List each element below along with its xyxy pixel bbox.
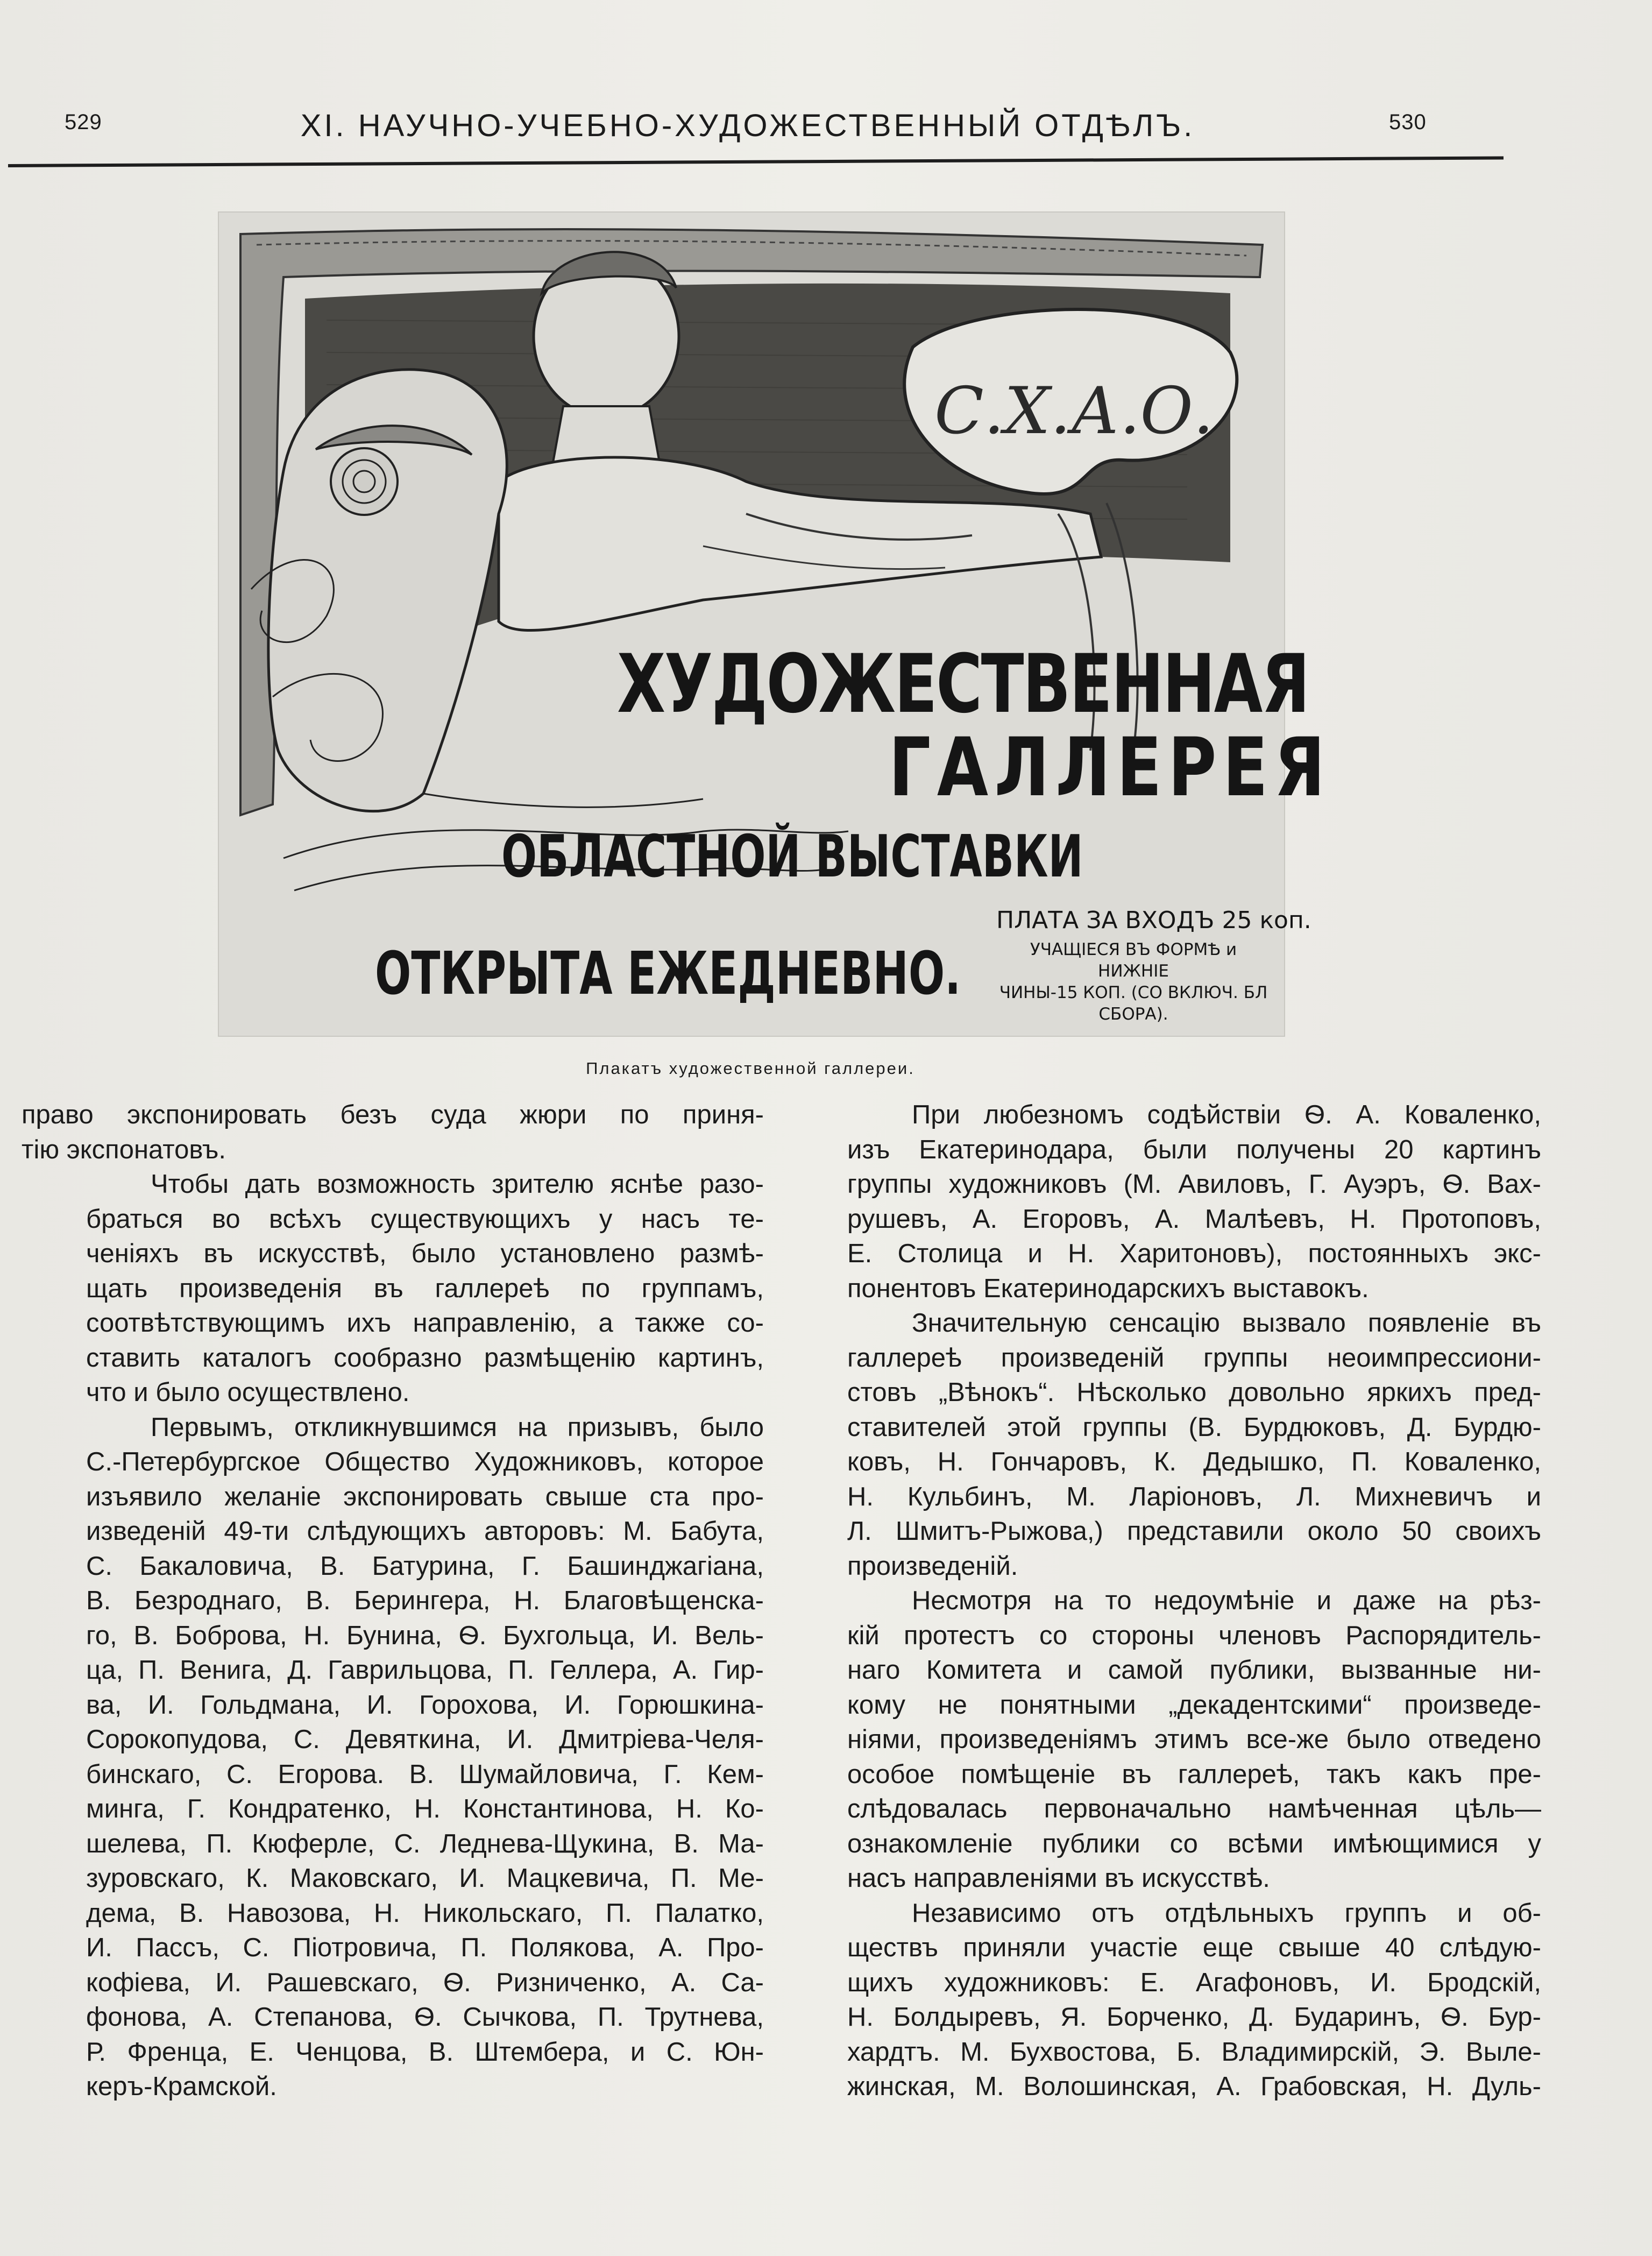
text-line: Сорокопудова, С. Девяткина, И. Дмитріева-Челя- — [86, 1725, 764, 1754]
text-line: особое помѣщеніе въ галлереѣ, такъ какъ пре- — [847, 1759, 1541, 1789]
text-line: С. Бакаловича, В. Батурина, Г. Башинджагіана, — [86, 1551, 764, 1581]
text-line: слѣдовалась первоначально намѣченная цѣль— — [847, 1794, 1541, 1823]
text-line: браться во всѣхъ существующихъ у насъ те- — [86, 1204, 764, 1234]
text-line: ва, И. Гольдмана, И. Горохова, И. Горюшкина- — [86, 1690, 764, 1720]
text-line: кофіева, И. Рашевскаго, Ѳ. Ризниченко, А. Са- — [86, 1968, 764, 1997]
text-line: Р. Френца, Е. Ченцова, В. Штембера, и С. Юн- — [86, 2037, 764, 2067]
poster-fee: ПЛАТА ЗА ВХОДЪ 25 коп. — [996, 907, 1311, 934]
paragraph — [783, 1583, 1541, 1896]
text-line: С.-Петербургское Общество Художниковъ, которое — [86, 1447, 764, 1476]
text-line: ставить каталогъ сообразно размѣщенію картинъ, — [86, 1343, 764, 1373]
page-number-right: 530 — [1389, 110, 1427, 134]
text-line: Чтобы дать возможность зрителю яснѣе разо- — [151, 1170, 764, 1199]
paragraph — [783, 1306, 1541, 1583]
text-line: ставителей этой группы (В. Бурдюковъ, Д. Бурдю- — [847, 1412, 1541, 1442]
paragraph — [22, 1098, 764, 1167]
text-line: галлереѣ произведеній группы неоимпрессиони- — [847, 1343, 1541, 1373]
text-line: щать произведенія въ галлереѣ по группамъ, — [86, 1274, 764, 1303]
running-title: XI. НАУЧНО-УЧЕБНО-ХУДОЖЕСТВЕННЫЙ ОТДѢЛЪ. — [300, 108, 1195, 143]
text-line: жинская, М. Волошинская, А. Грабовская, Н. Дуль- — [847, 2072, 1541, 2101]
text-line: понентовъ Екатеринодарскихъ выставокъ. — [847, 1274, 1369, 1303]
text-line: шелева, П. Кюферле, С. Леднева-Щукина, В. Ма- — [86, 1829, 764, 1858]
text-line: керъ-Крамской. — [86, 2072, 277, 2101]
text-line: изъ Екатеринодара, были получены 20 картинъ — [847, 1135, 1541, 1164]
poster-open-daily: ОТКРЫТА ЕЖЕДНЕВНО. — [375, 939, 961, 1008]
paragraph — [22, 1167, 764, 1410]
text-line: Л. Шмитъ-Рыжова,) представили около 50 своихъ — [847, 1517, 1541, 1546]
text-line: ковъ, Н. Гончаровъ, К. Дедышко, П. Коваленко, — [847, 1447, 1541, 1476]
text-line: И. Пассъ, С. Піотровича, П. Полякова, А. Про- — [86, 1933, 764, 1962]
text-line: Первымъ, откликнувшимся на призывъ, было — [151, 1412, 764, 1442]
text-line: кому не понятными „декадентскими“ произведе- — [847, 1690, 1541, 1720]
paragraph — [22, 1410, 764, 2104]
poster-subtitle: ОБЛАСТНОЙ ВЫСТАВКИ — [501, 823, 1083, 890]
text-line: что и было осуществлено. — [86, 1378, 410, 1407]
palette-monogram: С.Х.А.О. — [934, 374, 1214, 449]
text-line: щихъ художниковъ: Е. Агафоновъ, И. Бродскій, — [847, 1968, 1541, 1997]
text-line: Значительную сенсацію вызвало появленіе въ — [912, 1309, 1541, 1338]
text-line: изведеній 49-ти слѣдующихъ авторовъ: М. Бабута, — [86, 1517, 764, 1546]
text-line: ца, П. Венига, Д. Гаврильцова, П. Геллера, А. Гир- — [86, 1656, 764, 1685]
text-line: ніями, произведеніямъ этимъ все-же было отведено — [847, 1725, 1541, 1754]
text-line: наго Комитета и самой публики, вызванные ни- — [847, 1656, 1541, 1685]
text-line: ознакомленіе публики со всѣми имѣющимися у — [847, 1829, 1541, 1858]
left-column — [22, 1098, 764, 2104]
paragraph — [783, 1896, 1541, 2104]
text-line: дема, В. Навозова, Н. Никольскаго, П. Палатко, — [86, 1898, 764, 1928]
text-line: Н. Кульбинъ, М. Ларіоновъ, Л. Михневичъ и — [847, 1482, 1541, 1511]
poster-fee-note-line: ЧИНЫ-15 КОП. (СО ВКЛЮЧ. БЛ СБОРА). — [999, 983, 1268, 1024]
right-column — [783, 1098, 1541, 2104]
text-line: Е. Столица и Н. Харитоновъ), постоянныхъ экс- — [847, 1239, 1541, 1268]
text-line: При любезномъ содѣйствіи Ѳ. А. Коваленко, — [912, 1100, 1541, 1129]
text-line: фонова, А. Степанова, Ѳ. Сычкова, П. Трутнева, — [86, 2003, 764, 2032]
text-line: тію экспонатовъ. — [22, 1135, 226, 1164]
text-line: Несмотря на то недоумѣніе и даже на рѣз- — [912, 1586, 1541, 1615]
text-line: группы художниковъ (М. Авиловъ, Г. Ауэръ, Ѳ. Вах- — [847, 1170, 1541, 1199]
text-line: В. Безроднаго, В. Берингера, Н. Благовѣщенска- — [86, 1586, 764, 1615]
text-line: минга, Г. Кондратенко, Н. Константинова, Н. Ко- — [86, 1794, 764, 1823]
figure-caption: Плакатъ художественной галлереи. — [586, 1059, 915, 1078]
header-rule — [8, 156, 1504, 167]
text-line: изъявило желаніе экспонировать свыше ста про- — [86, 1482, 764, 1511]
paragraph — [783, 1098, 1541, 1306]
text-line: соотвѣтствующимъ ихъ направленію, а также со- — [86, 1309, 764, 1338]
text-line: го, В. Боброва, Н. Бунина, Ѳ. Бухгольца, И. Вель- — [86, 1621, 764, 1650]
poster-image — [218, 211, 1331, 1037]
text-line: Н. Болдыревъ, Я. Борченко, Д. Бударинъ, Ѳ. Бур- — [847, 2003, 1541, 2032]
text-line: рушевъ, А. Егоровъ, А. Малѣевъ, Н. Протоповъ, — [847, 1204, 1541, 1234]
text-line: произведеній. — [847, 1551, 1018, 1581]
text-line: насъ направленіями въ искусствѣ. — [847, 1864, 1270, 1893]
text-line: кій протестъ со стороны членовъ Распорядитель- — [847, 1621, 1541, 1650]
text-line: хардтъ. М. Бухвостова, Б. Владимирскій, Э. Выле- — [847, 2037, 1541, 2067]
poster-fee-note — [994, 939, 1273, 1025]
poster-fee-note-line: УЧАЩІЕСЯ ВЪ ФОРМѢ и НИЖНІЕ — [1030, 940, 1237, 981]
poster-title-line2: ГАЛЛЕРЕЯ — [889, 721, 1331, 815]
text-line: ществъ приняли участіе еще свыше 40 слѣдую- — [847, 1933, 1541, 1962]
text-line: Независимо отъ отдѣльныхъ группъ и об- — [912, 1898, 1541, 1928]
text-line: бинскаго, С. Егорова. В. Шумайловича, Г. Кем- — [86, 1759, 764, 1789]
text-line: стовъ „Вѣнокъ“. Нѣсколько довольно яркихъ пред- — [847, 1378, 1541, 1407]
text-line: право экспонировать безъ суда жюри по приня- — [22, 1100, 764, 1129]
text-line: зуровскаго, К. Маковскаго, И. Мацкевича, П. Ме- — [86, 1864, 764, 1893]
page-number-left: 529 — [65, 110, 102, 134]
text-line: ченіяхъ въ искусствѣ, было установлено размѣ- — [86, 1239, 764, 1268]
poster-title-line1: ХУДОЖЕСТВЕННАЯ — [617, 638, 1309, 731]
